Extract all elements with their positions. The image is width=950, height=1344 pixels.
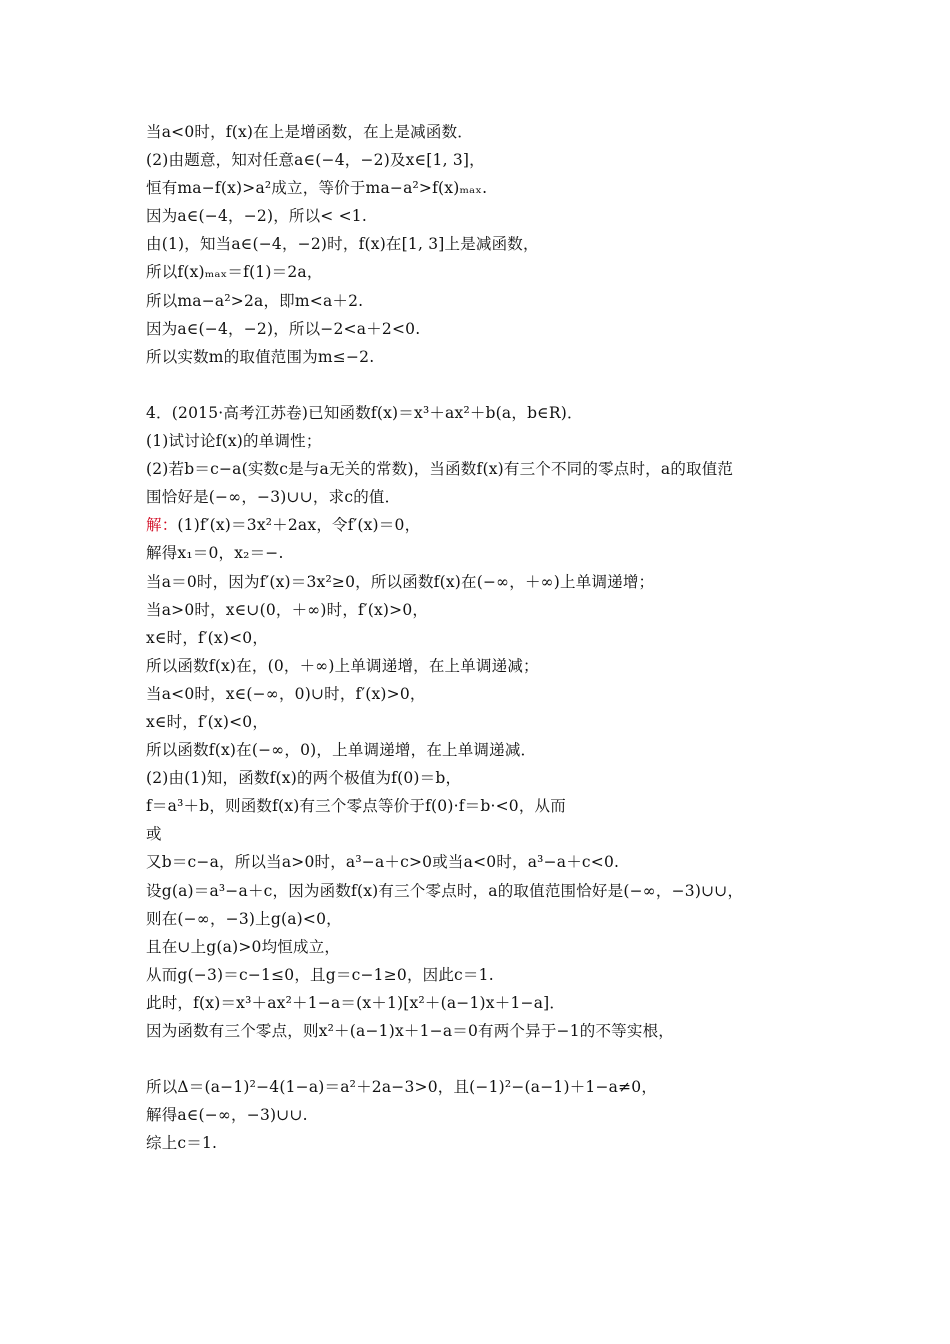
text-line: 当a<0时，f(x)在上是增函数，在上是减函数． <box>146 123 473 141</box>
blank-line <box>146 1045 846 1073</box>
solution-line: 当a<0时，x∈(−∞，0)∪时，f′(x)>0， <box>146 684 426 703</box>
solution-line: 从而g(−3)＝c−1≤0，且g＝c−1≥0，因此c＝1. <box>146 965 494 984</box>
solution-line: 所以函数f(x)在，(0，＋∞)上单调递增，在上单调递减； <box>146 656 539 675</box>
problem-part-1: (1)试讨论f(x)的单调性； <box>146 432 322 451</box>
problem-part-2: (2)若b＝c−a(实数c是与a无关的常数)，当函数f(x)有三个不同的零点时，a的取值范 <box>146 460 734 479</box>
text-line: 恒有ma−f(x)>a²成立，等价于ma−a²>f(x)ₘₐₓ. <box>146 179 488 198</box>
solution-line: x∈时，f′(x)<0， <box>146 712 269 731</box>
text-line: 所以实数m的取值范围为m≤−2. <box>146 347 375 366</box>
solution-line: (2)由(1)知，函数f(x)的两个极值为f(0)＝b， <box>146 769 462 788</box>
solution-line: 当a＝0时，因为f′(x)＝3x²≥0，所以函数f(x)在(−∞，＋∞)上单调递增； <box>146 572 655 591</box>
text-line: 由(1)，知当a∈(−4，−2)时，f(x)在[1, 3]上是减函数， <box>146 235 539 254</box>
solution-line: 所以函数f(x)在(−∞，0)，上单调递增，在上单调递减． <box>146 741 537 760</box>
solution-line: 设g(a)＝a³−a＋c，因为函数f(x)有三个零点时，a的取值范围恰好是(−∞，−3)∪∪， <box>146 881 744 900</box>
solution-line: x∈时，f′(x)<0， <box>146 628 269 647</box>
text-line: (2)由题意，知对任意a∈(−4，−2)及x∈[1, 3]， <box>146 151 485 170</box>
solution-line: 且在∪上g(a)>0均恒成立， <box>146 937 341 956</box>
solution-label: 解： <box>146 516 178 535</box>
solution-line: 则在(−∞，−3)上g(a)<0， <box>146 909 342 928</box>
solution-line: 又b＝c−a，所以当a>0时，a³−a＋c>0或当a<0时，a³−a＋c<0. <box>146 853 620 872</box>
text-line: 所以ma−a²>2a，即m<a＋2. <box>146 291 364 310</box>
solution-line: 解得x₁＝0，x₂＝−. <box>146 544 284 563</box>
document-page <box>146 118 846 1157</box>
solution-line: 或 <box>146 825 162 844</box>
solution-line: 此时，f(x)＝x³＋ax²＋1−a＝(x＋1)[x²＋(a−1)x＋1−a]． <box>146 993 566 1012</box>
text-line: 所以f(x)ₘₐₓ＝f(1)＝2a， <box>146 263 323 282</box>
solution-first-line <box>146 511 846 539</box>
conclusion-line: 综上c＝1. <box>146 1134 218 1153</box>
problem-heading: 4．(2015·高考江苏卷)已知函数f(x)＝x³＋ax²＋b(a，b∈R)． <box>146 403 583 422</box>
solution-line: 当a>0时，x∈∪(0，＋∞)时，f′(x)>0， <box>146 600 429 619</box>
solution-line: 因为函数有三个零点，则x²＋(a−1)x＋1−a＝0有两个异于−1的不等实根， <box>146 1022 674 1040</box>
solution-text: (1)f′(x)＝3x²＋2ax，令f′(x)＝0， <box>177 516 421 535</box>
blank-line <box>146 371 846 399</box>
text-line: 因为a∈(−4，−2)，所以< <1. <box>146 207 367 226</box>
solution-line: 解得a∈(−∞，−3)∪∪. <box>146 1106 308 1125</box>
solution-line: f＝a³＋b，则函数f(x)有三个零点等价于f(0)·f＝b·<0，从而 <box>146 797 566 816</box>
solution-line: 所以Δ＝(a−1)²−4(1−a)＝a²＋2a−3>0，且(−1)²−(a−1)＋1−a≠0， <box>146 1078 658 1097</box>
problem-part-2-cont: 围恰好是(−∞，−3)∪∪，求c的值． <box>146 488 401 507</box>
text-line: 因为a∈(−4，−2)，所以−2<a＋2<0. <box>146 319 421 338</box>
